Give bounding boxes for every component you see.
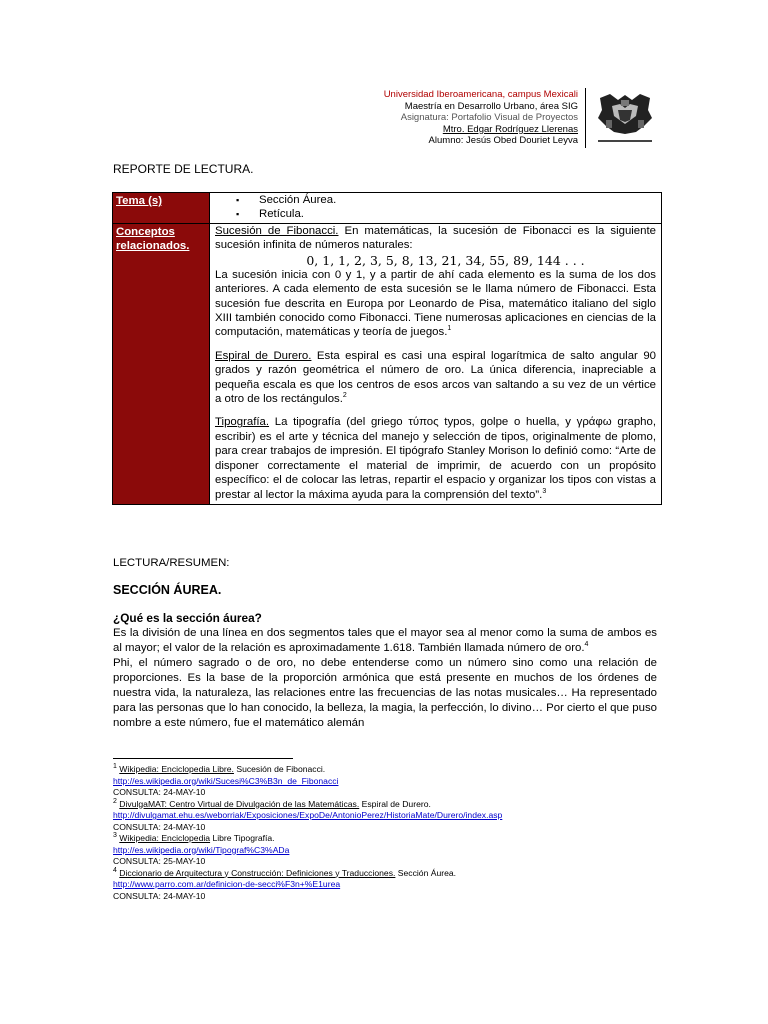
tema-list (215, 193, 656, 221)
footnote: $^2$ DivulgaMAT: Centro Virtual de Divulgación de las Matemáticas. Espiral de Durero. (113, 797, 431, 809)
durero-text: Espiral de Durero. Esta espiral es casi una espiral logarítmica de salto angular 90 grados y razón geométrica el número de oro. La única diferencia, inapreciable a pequeña escala es que los centros de esos arcos van saltando a su vez de un vértice a otro de los rectángulos.$^2$ (215, 349, 656, 406)
fibonacci-sequence: 0, 1, 1, 2, 3, 5, 8, 13, 21, 34, 55, 89, 144 . . . (306, 252, 585, 268)
footnotes (113, 764, 502, 902)
footnote-ref: 1 (447, 325, 452, 333)
footnote: $^3$ Wikipedia: Enciclopedia Libre Tipografía. (113, 832, 275, 843)
conceptos-row (113, 224, 662, 505)
conceptos-label: Conceptos relacionados. (116, 226, 190, 252)
tema-row (113, 193, 662, 224)
footnote-link[interactable]: http://es.wikipedia.org/wiki/Tipograf%C3%ADa (113, 844, 290, 855)
footnote-link[interactable]: http://divulgamat.ehu.es/weborriak/Exposiciones/ExpoDe/AntonioPerez/HistoriaMate/Durero/index.asp (113, 810, 503, 820)
conceptos-label-cell (113, 224, 210, 505)
fibonacci-intro: Sucesión de Fibonacci. En matemáticas, la sucesión de Fibonacci es la siguiente sucesión infinita de números naturales: (215, 225, 656, 252)
tema-label-cell (113, 193, 210, 224)
concepts-table (112, 192, 662, 505)
fibonacci-title: Sucesión de Fibonacci. (215, 225, 339, 237)
university-name: Universidad Iberoamericana, campus Mexicali (383, 89, 578, 100)
report-title: REPORTE DE LECTURA. (113, 162, 254, 176)
program-name: Maestría en Desarrollo Urbano, área SIG (404, 100, 578, 112)
tema-item: ▪ Retícula. (259, 207, 656, 221)
footnote-link[interactable]: http://www.parro.com.ar/definicion-de-secci%F3n+%E1urea (113, 879, 341, 889)
question-heading: ¿Qué es la sección áurea? (113, 611, 262, 625)
paragraph: Phi, el número sagrado o de oro, no debe entenderse como un número sino como una relación de proporciones. Es la base de la proporción armónica que está presente en muchos de los órdenes de nuestra vida, la naturaleza, las relaciones entre las frecuencias de las notas musicales… Ha representado para las personas que lo han conocido, la belleza, la magia, la perfección, lo divino… Por cierto el que puso nombre a este número, fue el matemático alemán (113, 657, 657, 729)
footnote: $^1$ Wikipedia: Enciclopedia Libre. Sucesión de Fibonacci. (113, 763, 326, 774)
lectura-label: LECTURA/RESUMEN: (113, 557, 230, 569)
student-name: Alumno: Jesús Obed Douriet Leyva (428, 135, 578, 147)
footnote-ref: 4 (584, 641, 589, 649)
tema-content-cell (210, 193, 662, 224)
footnote-date: CONSULTA: 25-MAY-10 (113, 856, 206, 866)
tipografia-text: Tipografía. La tipografía (del griego τύπος typos, golpe o huella, y γράφω grapho, escribir) es el arte y técnica del manejo y selección de tipos, originalmente de plomo, para crear trabajos de impresión. El tipógrafo Stanley Morison lo definió como: “Arte de disponer correctamente el material de imprimir, de acuerdo con un propósito específico: el de colocar las letras, repartir el espacio y organizar los tipos con vistas a prestar al lector la máxima ayuda para la comprensión del texto”.$^3$ (215, 416, 656, 501)
tema-label: Tema (s) (116, 195, 162, 207)
section-title: SECCIÓN ÁUREA. (113, 583, 222, 597)
reading-body (113, 626, 657, 731)
fibonacci-text: La sucesión inicia con 0 y 1, y a partir de ahí cada elemento es la suma de los dos anteriores. A cada elemento de esta sucesión se le llama número de Fibonacci. Esta sucesión fue descrita en Europa por Leonardo de Pisa, matemático italiano del siglo XIII también conocido como Fibonacci. Tiene numerosas aplicaciones en ciencias de la computación, matemáticas y teoría de juegos.$^1$ (215, 268, 656, 339)
footnote-link[interactable]: http://es.wikipedia.org/wiki/Sucesi%C3%B3n_de_Fibonacci (113, 775, 339, 786)
university-logo (596, 92, 654, 144)
teacher-name: Mtro. Edgar Rodríguez Llerenas (442, 123, 578, 135)
paragraph: Es la división de una línea en dos segmentos tales que el mayor sea al menor como la suma de ambos es al mayor; el valor de la relación es aproximadamente 1.618. También llamada número de oro.$^4$ (113, 627, 657, 654)
header-divider (585, 88, 586, 148)
durero-title: Espiral de Durero. (215, 349, 312, 362)
subject-name: Asignatura: Portafolio Visual de Proyectos (400, 112, 578, 124)
footnote-ref: 2 (342, 392, 347, 400)
document-header (384, 89, 578, 147)
footnote-separator (113, 758, 293, 759)
footnote-date: CONSULTA: 24-MAY-10 (113, 821, 206, 832)
footnote: $^4$ Diccionario de Arquitectura y Construcción: Definiciones y Traducciones. Sección Áurea. (113, 866, 457, 878)
tipografia-title: Tipografía. (215, 416, 270, 429)
footnote-date: CONSULTA: 24-MAY-10 (113, 890, 206, 901)
footnote-ref: 3 (542, 487, 547, 495)
footnote-date: CONSULTA: 24-MAY-10 (113, 787, 206, 797)
conceptos-content-cell (210, 224, 662, 505)
tema-item: ▪ Sección Áurea. (259, 193, 656, 207)
